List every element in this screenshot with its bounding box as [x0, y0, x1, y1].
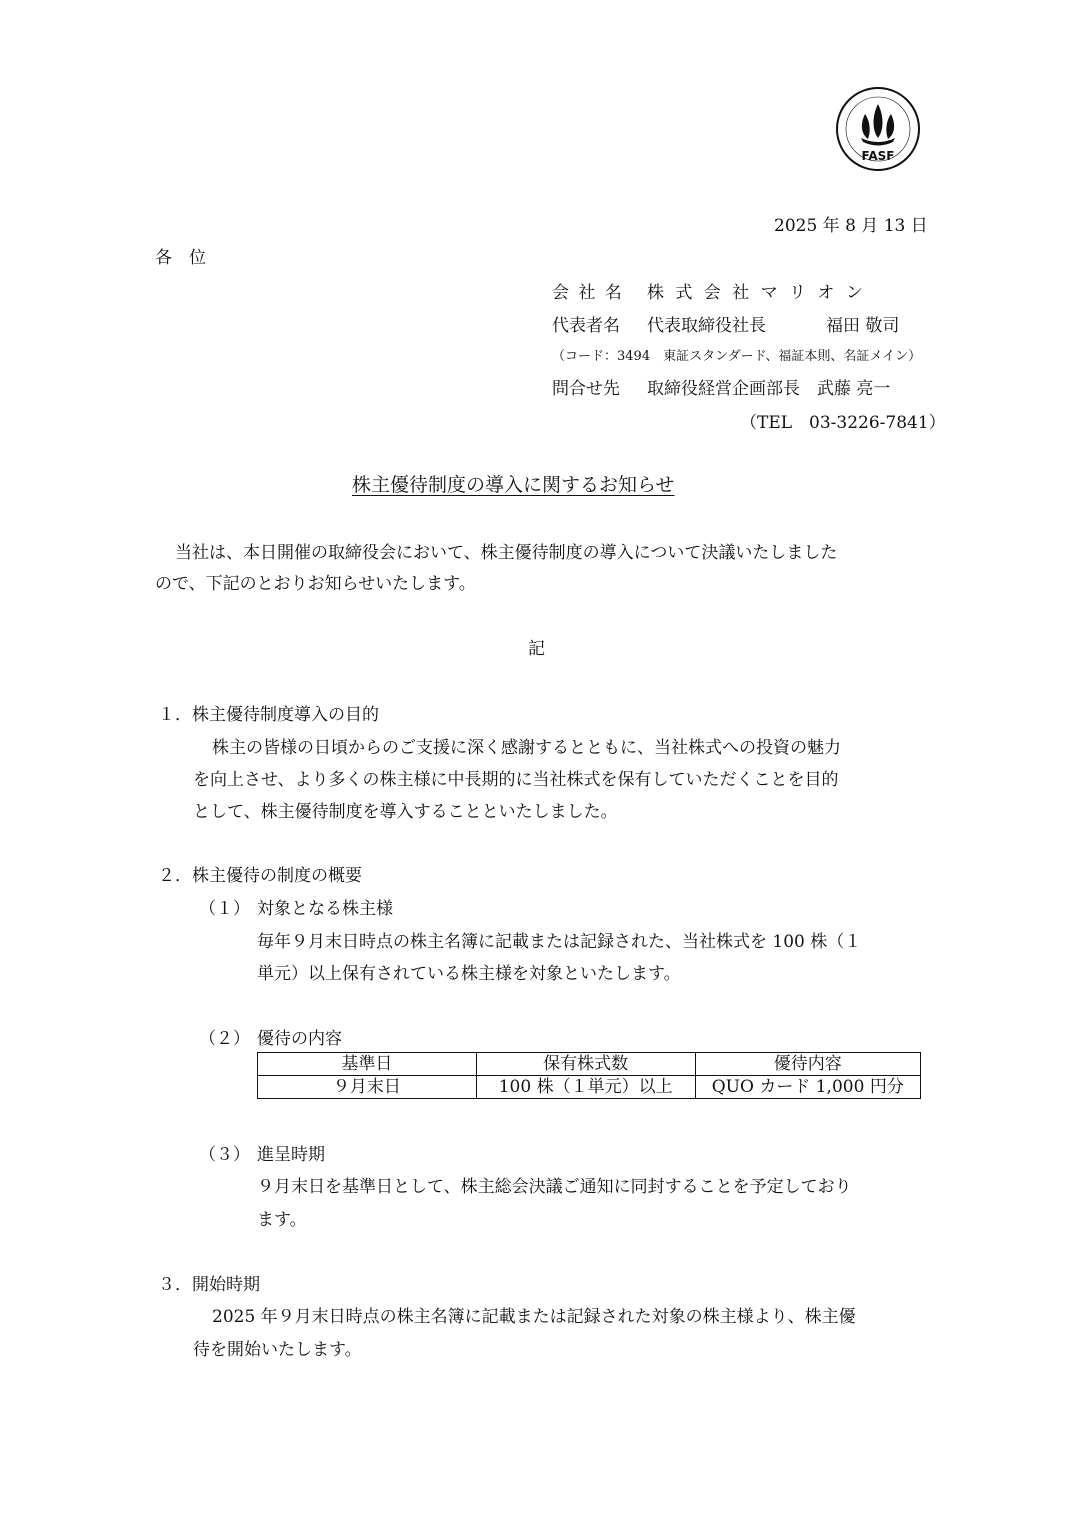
sub-1-title: 対象となる株主様 [257, 899, 393, 919]
sub-3-title: 進呈時期 [257, 1145, 325, 1165]
fasf-seal-logo [835, 86, 921, 172]
table-cell-benefit: QUO カード 1,000 円分 [695, 1076, 920, 1099]
section-1-line-1: 株主の皆様の日頃からのご支援に深く感謝するとともに、当社株式への投資の魅力 [212, 738, 841, 758]
sub-2-title: 優待の内容 [257, 1029, 342, 1049]
table-cell-shares: 100 株（１単元）以上 [476, 1076, 695, 1099]
table-cell-record-date: ９月末日 [258, 1076, 477, 1099]
sub-2-label: （２） [199, 1029, 250, 1049]
sub-3-label: （３） [199, 1145, 250, 1165]
stock-code-line: （コード：3494 東証スタンダード、福証本則、名証メイン） [552, 349, 922, 364]
table-row [258, 1076, 921, 1099]
representative-name: 福田 敬司 [826, 316, 900, 336]
section-3-heading: ３．開始時期 [158, 1275, 260, 1295]
representative-label: 代表者名 [552, 316, 620, 336]
sub-1-label: （１） [199, 899, 250, 919]
table-header-row [258, 1053, 921, 1076]
svg-text:FASF: FASF [861, 149, 895, 163]
table-header-cell: 保有株式数 [476, 1053, 695, 1076]
intro-line-2: ので、下記のとおりお知らせいたします。 [155, 574, 476, 594]
section-3-line-2: 待を開始いたします。 [193, 1340, 362, 1360]
sub-1-line-2: 単元）以上保有されている株主様を対象といたします。 [257, 964, 681, 984]
document-date: 2025 年 8 月 13 日 [774, 216, 928, 236]
section-1-heading: １．株主優待制度導入の目的 [158, 705, 379, 725]
section-1-line-3: として、株主優待制度を導入することといたしました。 [193, 802, 618, 822]
document-title: 株主優待制度の導入に関するお知らせ [352, 474, 675, 496]
section-1-line-2: を向上させ、より多くの株主様に中長期的に当社株式を保有していただくことを目的 [193, 770, 839, 790]
company-name-label: 会 社 名 [552, 283, 624, 303]
sub-3-line-2: ます。 [257, 1210, 307, 1230]
company-name-value: 株 式 会 社 マ リ オ ン [647, 283, 866, 303]
contact-label: 問合せ先 [552, 379, 620, 399]
contact-tel: （TEL 03-3226-7841） [740, 413, 946, 433]
addressee: 各 位 [155, 248, 206, 268]
intro-line-1: 当社は、本日開催の取締役会において、株主優待制度の導入について決議いたしました [175, 543, 838, 563]
section-2-heading: ２．株主優待の制度の概要 [158, 866, 362, 886]
sub-3-line-1: ９月末日を基準日として、株主総会決議ご通知に同封することを予定しており [257, 1177, 852, 1197]
table-header-cell: 基準日 [258, 1053, 477, 1076]
ki-marker: 記 [528, 639, 545, 659]
section-3-line-1: 2025 年９月末日時点の株主名簿に記載または記録された対象の株主様より、株主優 [212, 1307, 856, 1327]
representative-title: 代表取締役社長 [647, 316, 766, 336]
table-header-cell: 優待内容 [695, 1053, 920, 1076]
contact-value: 取締役経営企画部長 武藤 亮一 [647, 379, 891, 399]
benefit-table [257, 1052, 921, 1099]
sub-1-line-1: 毎年９月末日時点の株主名簿に記載または記録された、当社株式を 100 株（１ [257, 932, 862, 952]
